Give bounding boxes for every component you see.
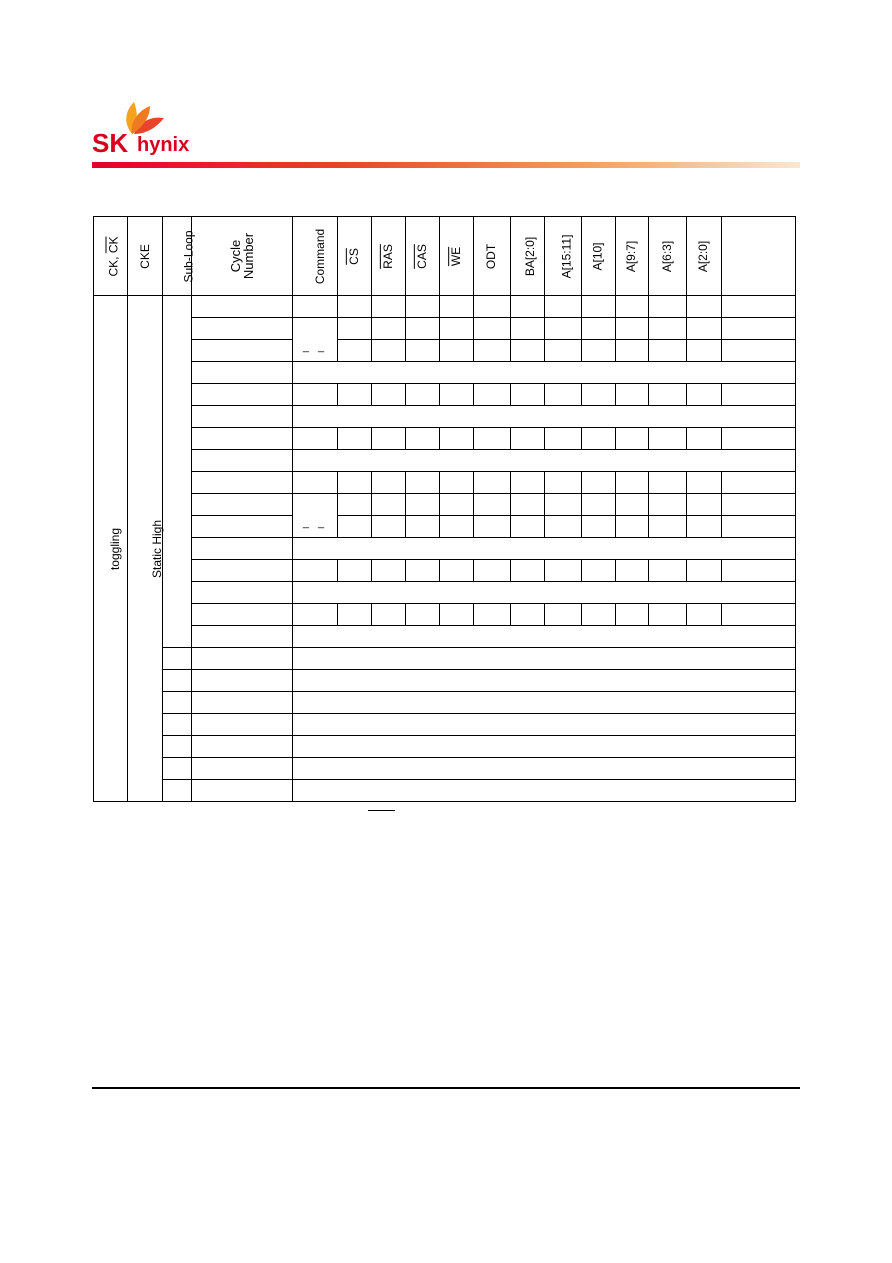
header-a63: A[6:3] <box>649 217 687 296</box>
brand-hynix: hynix <box>137 134 190 156</box>
table-row <box>94 450 796 472</box>
table-row <box>94 626 796 648</box>
header-a20: A[2:0] <box>687 217 722 296</box>
table-row <box>94 560 796 582</box>
header-cycle-number: Cycle Number <box>192 217 293 296</box>
command-mark: _ _ <box>302 517 328 529</box>
ck-value-cell: toggling <box>94 296 128 802</box>
table-row <box>94 758 796 780</box>
header-odt: ODT <box>474 217 511 296</box>
table-row <box>94 516 796 538</box>
header-blank <box>722 217 796 296</box>
table-row <box>94 296 796 318</box>
brand-sk: SK <box>92 128 129 158</box>
table-row <box>94 472 796 494</box>
sk-hynix-logo <box>92 98 212 160</box>
table-row <box>94 582 796 604</box>
table-row <box>94 670 796 692</box>
table-row <box>94 406 796 428</box>
header-row <box>94 217 796 296</box>
table-row <box>94 648 796 670</box>
header-command: Command <box>293 217 338 296</box>
table-row <box>94 714 796 736</box>
header-a10: A[10] <box>582 217 616 296</box>
cke-value-cell: Static High <box>128 296 163 802</box>
header-a97: A[9:7] <box>616 217 649 296</box>
header-gradient-bar <box>92 162 800 168</box>
table-row <box>94 362 796 384</box>
header-we: $\overline{WE}$ <box>440 217 474 296</box>
table-row <box>94 340 796 362</box>
table-row <box>94 604 796 626</box>
header-cas: $\overline{CAS}$ <box>406 217 440 296</box>
table-row <box>94 736 796 758</box>
table-row <box>94 780 796 802</box>
header-cke: CKE <box>128 217 163 296</box>
header-ba: BA[2:0] <box>511 217 545 296</box>
header-a1511: A[15:11] <box>545 217 582 296</box>
table-row <box>94 318 796 340</box>
header-ras: $\overline{RAS}$ <box>372 217 406 296</box>
table-row <box>94 692 796 714</box>
table-row <box>94 494 796 516</box>
footer-rule <box>92 1087 800 1089</box>
timing-table <box>93 216 796 802</box>
table-row <box>94 428 796 450</box>
command-mark: _ _ <box>302 341 328 353</box>
header-subloop: Sub-Loop <box>163 217 192 296</box>
note-overline <box>368 810 395 811</box>
table-row <box>94 538 796 560</box>
table-row <box>94 384 796 406</box>
subloop-cell <box>163 296 192 648</box>
header-cs: $\overline{CS}$ <box>338 217 372 296</box>
header-ck: CK, $\overline{CK}$ <box>94 217 128 296</box>
